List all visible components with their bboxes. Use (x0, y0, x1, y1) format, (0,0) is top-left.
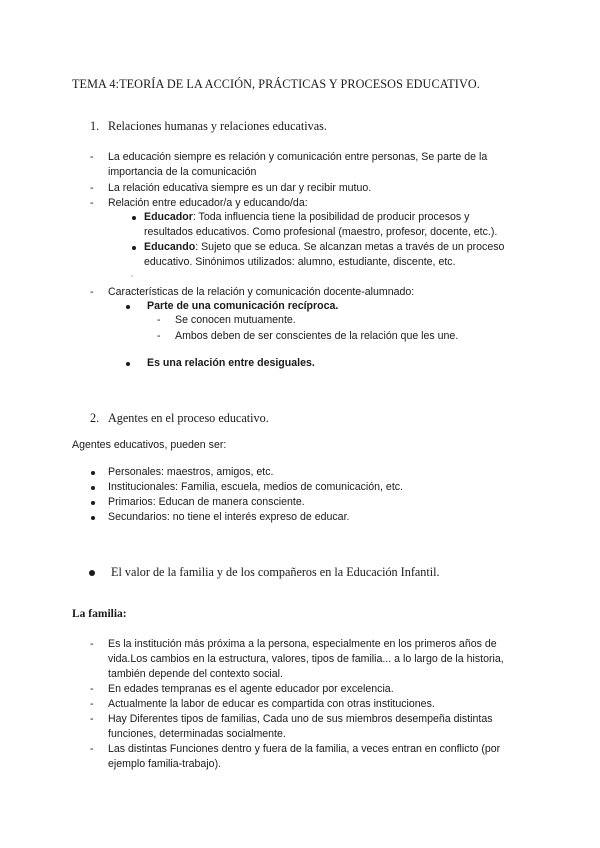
agent-item: Institucionales: Familia, escuela, medios de comunicación, etc. (108, 481, 404, 493)
empty-bullet-icon (131, 275, 133, 277)
reciprocal-point: Parte de una comunicación recíproca. (147, 300, 339, 312)
bullet-icon (91, 486, 95, 490)
list-item: La relación educativa siempre es un dar y recibir mutuo. (108, 182, 372, 194)
dash-marker: - (157, 330, 161, 342)
list-item: Características de la relación y comunicación docente-alumnado: (108, 286, 415, 298)
familia-item: Hay Diferentes tipos de familias, Cada uno de sus miembros desempeña distintas (108, 713, 493, 725)
dash-marker: - (90, 286, 94, 298)
agent-item: Personales: maestros, amigos, etc. (108, 466, 274, 478)
bullet-icon (91, 501, 95, 505)
dash-marker: - (90, 638, 94, 650)
agent-item: Secundarios: no tiene el interés expreso de educar. (108, 511, 350, 523)
dash-marker: - (90, 698, 94, 710)
list-item-continued: importancia de la comunicación (108, 166, 257, 178)
sub-item: Ambos deben de ser conscientes de la relación que les une. (175, 330, 459, 342)
section-2-number: 2. (90, 411, 100, 425)
dash-marker: - (90, 743, 94, 755)
familia-item-continued: vida.Los cambios en la estructura, valores, tipos de familia... a lo largo de la historia, (108, 653, 504, 665)
bullet-icon (126, 362, 130, 366)
section-1-heading: Relaciones humanas y relaciones educativas. (108, 119, 327, 133)
bullet-icon (132, 246, 136, 250)
educador-text: : Toda influencia tiene la posibilidad de producir procesos y (192, 211, 470, 223)
familia-item: Las distintas Funciones dentro y fuera de la familia, a veces entran en conflicto (por (108, 743, 501, 755)
educando-text: : Sujeto que se educa. Se alcanzan metas a través de un proceso (195, 241, 505, 253)
dash-marker: - (90, 151, 94, 163)
bullet-icon (89, 570, 95, 576)
family-value-heading: El valor de la familia y de los compañeros en la Educación Infantil. (111, 565, 440, 579)
educando-term: Educando (144, 241, 196, 253)
familia-heading: La familia: (72, 608, 127, 620)
bullet-icon (91, 471, 95, 475)
dash-marker: - (90, 683, 94, 695)
dash-marker: - (90, 713, 94, 725)
familia-item-continued: también depende del contexto social. (108, 668, 283, 680)
dash-marker: - (90, 182, 94, 194)
agents-intro: Agentes educativos, pueden ser: (72, 439, 227, 451)
bullet-icon (126, 305, 130, 309)
educador-term: Educador (144, 211, 193, 223)
agent-item: Primarios: Educan de manera consciente. (108, 496, 305, 508)
familia-item: Actualmente la labor de educar es compartida con otras instituciones. (108, 698, 435, 710)
educador-definition-continued: resultados educativos. Como profesional (maestro, profesor, docente, etc.). (144, 226, 498, 238)
educando-definition-continued: educativo. Sinónimos utilizados: alumno, estudiante, discente, etc. (144, 256, 456, 268)
educador-definition (144, 210, 469, 225)
bullet-icon (132, 216, 136, 220)
sub-item: Se conocen mutuamente. (175, 314, 296, 326)
dash-marker: - (157, 314, 161, 326)
unequal-point: Es una relación entre desiguales. (147, 357, 315, 369)
section-2-heading: Agentes en el proceso educativo. (108, 411, 269, 425)
familia-item-continued: funciones, determinadas socialmente. (108, 728, 286, 740)
familia-item: Es la institución más próxima a la persona, especialmente en los primeros años de (108, 638, 497, 650)
educando-definition (144, 240, 504, 255)
list-item: La educación siempre es relación y comunicación entre personas, Se parte de la (108, 151, 488, 163)
page-title: TEMA 4:TEORÍA DE LA ACCIÓN, PRÁCTICAS Y PROCESOS EDUCATIVO. (72, 77, 480, 91)
familia-item-continued: ejemplo familia-trabajo). (108, 758, 222, 770)
section-1-number: 1. (90, 119, 100, 133)
dash-marker: - (90, 197, 94, 209)
familia-item: En edades tempranas es el agente educador por excelencia. (108, 683, 394, 695)
list-item: Relación entre educador/a y educando/da: (108, 197, 308, 209)
bullet-icon (91, 516, 95, 520)
